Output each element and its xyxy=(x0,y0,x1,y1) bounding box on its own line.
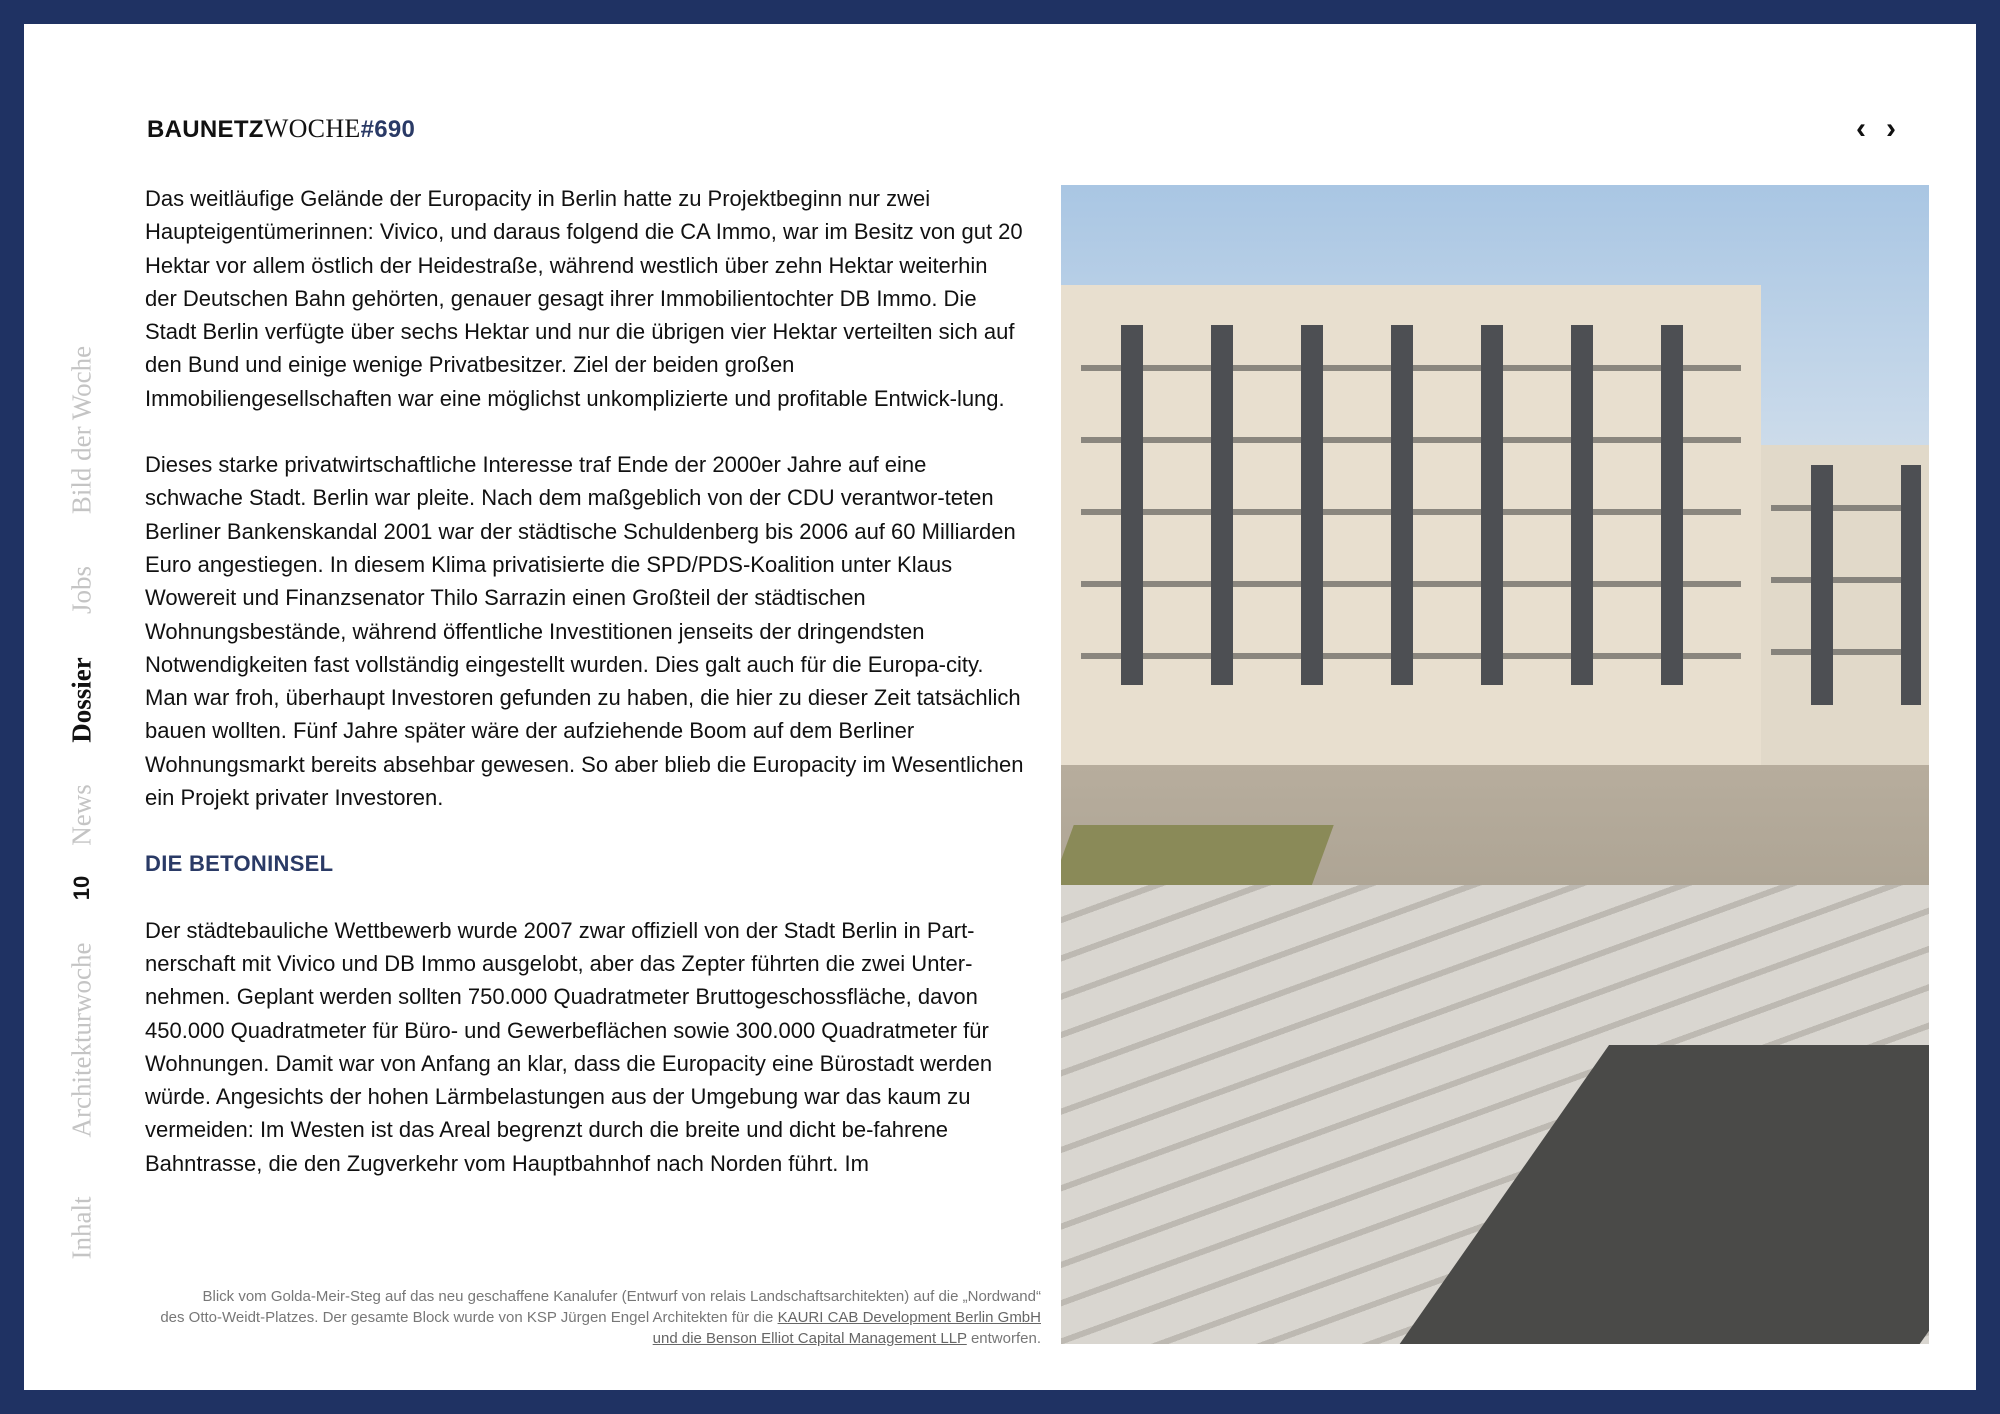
image-caption xyxy=(134,1286,1041,1349)
caption-link[interactable]: KAURI CAB Development Berlin GmbH und die Benson Elliot Capital Management LLP xyxy=(652,1309,1041,1347)
logo-serif: WOCHE xyxy=(263,114,361,143)
page xyxy=(24,24,1976,1390)
sidebar-item-inhalt[interactable]: Inhalt xyxy=(66,1196,97,1260)
page-number: 10 xyxy=(69,875,94,901)
prev-page-button[interactable] xyxy=(1856,112,1866,146)
sidebar-item-jobs[interactable]: Jobs xyxy=(66,565,97,615)
paragraph: Der städtebauliche Wettbewerb wurde 2007 zwar offiziell von der Stadt Berlin in Part-nerschaft mit Vivico und DB Immo ausgelobt, aber das Zepter führten die zwei Unter-nehmen. Geplant werden sollten 750.000 Quadratmeter Bruttogeschossfläche, davon 450.000 Quadratmeter für Büro- und Gewerbeflächen sowie 300.000 Quadratmeter für Wohnungen. Damit war von Anfang an klar, dass die Europacity eine Bürostadt werden würde. Angesichts der hohen Lärmbelastungen aus der Umgebung war das kaum zu vermeiden: Im Westen ist das Areal begrenzt durch die breite und dicht be-fahrene Bahntrasse, die den Zugverkehr vom Hauptbahnhof nach Norden führt. Im xyxy=(145,917,993,1176)
logo[interactable] xyxy=(147,114,415,144)
paragraph: Dieses starke privatwirtschaftliche Interesse traf Ende der 2000er Jahre auf eine schwache Stadt. Berlin war pleite. Nach dem maßgeblich von der CDU verantwor-teten Berliner Bankenskandal 2001 war der städtische Schuldenberg bis 2006 auf 60 Milliarden Euro angestiegen. In diesem Klima privatisierte die SPD/PDS-Koalition unter Klaus Wowereit und Finanzsenator Thilo Sarrazin einen Großteil der städtischen Wohnungsbestände, während öffentliche Investitionen jenseits der dringendsten Notwendigkeiten fast vollständig eingestellt wurden. Dies galt auch für die Europa-city. Man war froh, überhaupt Investoren gefunden zu haben, die hier zu dieser Zeit tatsächlich bauen wollten. Fünf Jahre später wäre der aufziehende Boom auf dem Berliner Wohnungsmarkt bereits absehbar gewesen. So aber blieb die Europacity im Wesentlichen ein Projekt privater Investoren. xyxy=(145,452,1024,811)
section-heading: DIE BETONINSEL xyxy=(145,851,334,877)
article-photo xyxy=(1061,185,1929,1344)
article-body xyxy=(145,182,1025,1213)
issue-number: #690 xyxy=(360,116,416,143)
chevron-right-icon: › xyxy=(1886,112,1896,145)
sidebar-item-bild-der-woche[interactable]: Bild der Woche xyxy=(66,345,97,515)
logo-bold: BAUNETZ xyxy=(147,116,264,143)
caption-line: Blick vom Golda-Meir-Steg auf das neu geschaffene Kanalufer (Entwurf von relais Landschaftsarchitekten) auf die „Nordwand“ xyxy=(202,1288,1041,1305)
sidebar-item-news[interactable]: News xyxy=(66,784,97,846)
building xyxy=(1061,285,1761,765)
chevron-left-icon: ‹ xyxy=(1856,112,1866,145)
caption-text: des Otto-Weidt-Platzes. Der gesamte Block wurde von KSP Jürgen Engel Architekten für die xyxy=(160,1309,778,1326)
caption-text-end: entworfen. xyxy=(966,1330,1041,1347)
sidebar-item-dossier[interactable]: Dossier xyxy=(66,657,97,743)
next-page-button[interactable] xyxy=(1886,112,1896,146)
building xyxy=(1761,445,1929,765)
paragraph: Das weitläufige Gelände der Europacity in Berlin hatte zu Projektbeginn nur zwei Haupteigentümerinnen: Vivico, und daraus folgend die CA Immo, war im Besitz von gut 20 Hektar vor allem östlich der Heidestraße, während westlich über zehn Hektar weiterhin der Deutschen Bahn gehörten, genauer gesagt ihrer Immobilientochter DB Immo. Die Stadt Berlin verfügte über sechs Hektar und nur die übrigen vier Hektar verteilten sich auf den Bund und einige wenige Privatbesitzer. Ziel der beiden großen Immobiliengesellschaften war eine möglichst unkomplizierte und profitable Entwick-lung. xyxy=(145,186,1023,411)
sidebar-item-architekturwoche[interactable]: Architekturwoche xyxy=(66,942,97,1138)
